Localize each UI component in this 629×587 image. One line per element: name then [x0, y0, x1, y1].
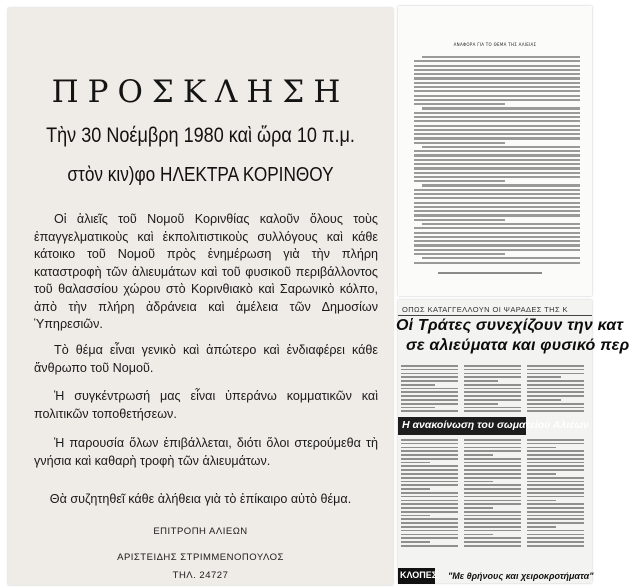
clipping-text-line: [527, 534, 584, 536]
clipping-text-line: [527, 443, 584, 445]
clipping-text-line: [401, 473, 458, 475]
clipping-kicker: ΟΠΩΣ ΚΑΤΑΓΓΕΛΛΟΥΝ ΟΙ ΨΑΡΑΔΕΣ ΤΗΣ Κ: [402, 305, 568, 314]
clipping-text-line: [401, 403, 458, 405]
clipping-text-line: [464, 511, 521, 513]
clipping-text-line: [527, 469, 584, 471]
clipping-text-line: [464, 477, 521, 479]
clipping-text-line: [464, 388, 521, 390]
article-text-line: [414, 210, 580, 212]
clipping-text-line: [527, 477, 584, 479]
article-scan: [398, 6, 592, 296]
clipping-text-line: [527, 515, 584, 517]
article-text-block: [414, 56, 580, 266]
article-text-line: [414, 206, 580, 208]
invitation-poster: [8, 8, 393, 585]
clipping-text-line: [401, 447, 458, 449]
clipping-text-columns: [401, 365, 589, 415]
clipping-text-line: [401, 388, 458, 390]
clipping-body-text: [401, 439, 589, 551]
clipping-text-line: [527, 403, 584, 405]
clipping-text-line: [464, 515, 521, 517]
article-text-line: [414, 116, 580, 118]
clipping-text-line: [464, 488, 521, 490]
clipping-text-line: [401, 515, 430, 517]
article-text-line: [414, 60, 580, 62]
clipping-text-line: [527, 488, 584, 490]
clipping-text-line: [401, 443, 458, 445]
article-text-line: [414, 86, 580, 88]
clipping-subhead: Η ανακοίνωση του σωματείου Αλιέων: [402, 419, 589, 431]
article-text-line: [414, 103, 505, 105]
article-text-line: [422, 257, 580, 259]
clipping-text-line: [527, 481, 584, 483]
clipping-text-line: [527, 545, 584, 547]
clipping-text-line: [464, 380, 498, 382]
clipping-text-line: [527, 503, 584, 505]
clipping-text-line: [527, 511, 584, 513]
clipping-text-line: [464, 537, 521, 539]
clipping-text-line: [464, 376, 521, 378]
clipping-text-line: [464, 447, 521, 449]
clipping-text-line: [401, 391, 458, 393]
clipping-text-line: [401, 395, 458, 397]
clipping-text-line: [527, 395, 584, 397]
clipping-text-line: [464, 496, 521, 498]
clipping-text-line: [527, 369, 584, 371]
clipping-text-line: [401, 496, 458, 498]
clipping-text-line: [527, 365, 584, 367]
clipping-text-line: [527, 458, 584, 460]
article-text-line: [414, 180, 505, 182]
clipping-headline-2: σε αλιεύματα και φυσικό περ: [406, 337, 629, 354]
clipping-text-line: [464, 458, 521, 460]
article-text-line: [414, 159, 580, 161]
poster-paragraph-4: Ἡ παρουσία ὅλων ἐπιβάλλεται, διότι ὅλοι στερούμεθα τὴ γνήσια καὶ καθαρὴ τροφὴ τῶν ἁλιευμάτων.: [34, 436, 378, 468]
clipping-text-line: [401, 537, 458, 539]
clipping-text-line: [401, 500, 458, 502]
article-text-line: [414, 189, 580, 191]
clipping-text-line: [527, 484, 584, 486]
article-text-line: [414, 82, 580, 84]
article-text-line: [414, 95, 580, 97]
clipping-text-line: [401, 518, 458, 520]
clipping-text-line: [527, 399, 561, 401]
clipping-text-line: [527, 526, 556, 528]
clipping-text-line: [401, 376, 458, 378]
clipping-text-line: [464, 403, 498, 405]
clipping-text-line: [464, 469, 521, 471]
clipping-text-line: [464, 526, 521, 528]
clipping-footer-left: ΚΛΟΠΕΣ: [400, 570, 438, 580]
article-text-line: [414, 214, 580, 216]
article-title: ΑΝΑΦΟΡΑ ΓΙΑ ΤΟ ΘΕΜΑ ΤΗΣ ΑΛΙΕΙΑΣ: [453, 42, 537, 47]
article-text-line: [414, 90, 580, 92]
article-text-line: [414, 99, 580, 101]
clipping-column: [401, 365, 458, 414]
clipping-text-line: [401, 407, 435, 409]
article-text-line: [422, 223, 580, 225]
article-text-line: [414, 65, 580, 67]
clipping-text-line: [527, 450, 584, 452]
clipping-text-line: [401, 534, 458, 536]
poster-signatory: ΑΡΙΣΤΕΙΔΗΣ ΣΤΡΙΜΜΕΝΟΠΟΥΛΟΣ: [117, 552, 284, 563]
article-text-line: [414, 150, 580, 152]
clipping-text-line: [401, 541, 430, 543]
article-text-line: [414, 219, 505, 221]
clipping-text-line: [527, 541, 584, 543]
article-text-line: [414, 133, 580, 135]
clipping-text-line: [464, 530, 521, 532]
article-text-line: [414, 142, 505, 144]
clipping-text-line: [401, 522, 458, 524]
clipping-column: [527, 365, 584, 414]
clipping-text-line: [464, 439, 521, 441]
poster-place-line: στὸν κιν)φο ΗΛΕΚΤΡΑ ΚΟΡΙΝΘΟΥ: [67, 164, 334, 186]
clipping-text-line: [527, 500, 556, 502]
clipping-text-line: [527, 473, 556, 475]
clipping-text-line: [527, 518, 584, 520]
clipping-text-line: [464, 391, 521, 393]
clipping-text-line: [527, 492, 584, 494]
article-text-line: [414, 120, 580, 122]
clipping-footer-right: "Με θρήνους και χειροκροτήματα": [448, 571, 594, 581]
clipping-column: [401, 439, 458, 549]
article-text-line: [414, 154, 580, 156]
clipping-text-line: [401, 503, 458, 505]
poster-paragraph-1: Οἱ ἁλιεῖς τοῦ Νομοῦ Κορινθίας καλοῦν ὅλους τοὺς ἐπαγγελματικοὺς καὶ ἐκπολιτιστικοὺς συλλόγους καὶ κάθε κάτοικο τοῦ Νομοῦ πρὸς ἐνημέρωση γιὰ τὴν πλήρη καταστροφὴ τῶν ἁλιευμάτων καὶ τοῦ φυσικοῦ περιβάλλοντος τοῦ θαλασσίου χώρου στὸ Κορινθιακὸ καὶ Σαρωνικὸ κόλπο, ἀπὸ τὴν πλήρη ἀδράνεια καὶ ἀμέλεια τῶν Δημοσίων Ὑπηρεσιῶν.: [34, 212, 378, 331]
clipping-text-line: [464, 522, 521, 524]
clipping-text-line: [464, 443, 521, 445]
article-text-line: [414, 240, 580, 242]
clipping-text-line: [464, 462, 521, 464]
clipping-text-line: [464, 492, 521, 494]
clipping-text-line: [464, 384, 521, 386]
clipping-text-line: [527, 376, 561, 378]
clipping-text-line: [401, 465, 458, 467]
article-text-line: [414, 167, 580, 169]
article-text-line: [414, 227, 580, 229]
clipping-text-line: [464, 454, 493, 456]
article-text-line: [422, 184, 580, 186]
clipping-text-line: [527, 522, 584, 524]
clipping-text-line: [401, 454, 458, 456]
clipping-text-line: [401, 511, 458, 513]
article-text-line: [414, 112, 580, 114]
article-text-line: [414, 163, 580, 165]
clipping-text-line: [527, 537, 584, 539]
clipping-text-line: [401, 439, 458, 441]
clipping-text-line: [527, 496, 584, 498]
clipping-text-line: [527, 454, 584, 456]
clipping-text-line: [464, 410, 521, 412]
clipping-text-line: [464, 484, 521, 486]
clipping-text-line: [464, 450, 521, 452]
clipping-text-line: [464, 395, 521, 397]
clipping-text-line: [464, 518, 521, 520]
clipping-text-line: [401, 481, 458, 483]
clipping-column: [464, 439, 521, 549]
clipping-text-line: [401, 373, 458, 375]
clipping-text-line: [527, 462, 584, 464]
clipping-text-line: [464, 399, 521, 401]
clipping-text-line: [527, 530, 584, 532]
article-text-line: [414, 197, 580, 199]
article-text-line: [414, 129, 580, 131]
article-text-line: [414, 77, 580, 79]
clipping-text-line: [401, 507, 458, 509]
clipping-text-line: [401, 384, 435, 386]
clipping-column: [527, 439, 584, 549]
poster-closing: Θὰ συζητηθεῖ κάθε ἀλήθεια γιὰ τὸ ἐπίκαιρο αὐτὸ θέμα.: [49, 492, 352, 506]
clipping-text-line: [464, 465, 521, 467]
clipping-text-line: [401, 469, 458, 471]
poster-paragraph-3: Ἡ συγκέντρωσή μας εἶναι ὑπεράνω κομματικῶν καὶ πολιτικῶν τοποθετήσεων.: [34, 389, 378, 421]
clipping-text-line: [464, 503, 521, 505]
poster-title: ΠΡΟΣΚΛΗΣΗ: [51, 74, 350, 110]
clipping-text-line: [527, 439, 584, 441]
article-text-line: [414, 176, 580, 178]
clipping-text-line: [464, 373, 521, 375]
clipping-text-line: [464, 473, 521, 475]
clipping-text-line: [464, 481, 493, 483]
clipping-text-line: [464, 545, 521, 547]
clipping-text-line: [401, 545, 458, 547]
clipping-text-line: [464, 534, 493, 536]
clipping-text-line: [401, 488, 430, 490]
clipping-text-line: [527, 447, 556, 449]
article-text-line: [414, 236, 580, 238]
article-text-line: [414, 244, 580, 246]
article-text-line: [414, 193, 580, 195]
clipping-text-line: [527, 410, 584, 412]
clipping-text-line: [401, 458, 458, 460]
article-text-line: [414, 172, 580, 174]
clipping-text-line: [401, 369, 458, 371]
clipping-text-line: [464, 365, 521, 367]
clipping-rule: [398, 315, 592, 316]
poster-date-line: Τὴν 30 Νοέμβρη 1980 καὶ ὥρα 10 π.μ.: [46, 124, 355, 147]
article-text-line: [414, 232, 580, 234]
clipping-text-line: [527, 465, 584, 467]
article-text-line: [414, 137, 580, 139]
article-text-line: [414, 262, 580, 264]
clipping-text-line: [401, 365, 458, 367]
clipping-text-line: [401, 526, 458, 528]
clipping-column: [464, 365, 521, 414]
clipping-text-line: [527, 384, 584, 386]
article-text-line: [414, 73, 580, 75]
article-text-line: [422, 146, 580, 148]
clipping-text-line: [401, 484, 458, 486]
clipping-text-line: [464, 507, 493, 509]
article-text-line: [422, 56, 580, 58]
clipping-text-line: [401, 410, 458, 412]
clipping-text-line: [464, 369, 521, 371]
clipping-text-line: [464, 500, 521, 502]
clipping-text-line: [527, 373, 584, 375]
clipping-text-line: [401, 477, 458, 479]
clipping-text-line: [401, 380, 458, 382]
clipping-text-line: [527, 507, 584, 509]
article-text-line: [414, 253, 505, 255]
poster-committee: ΕΠΙΤΡΟΠΗ ΑΛΙΕΩΝ: [153, 526, 248, 537]
clipping-text-line: [464, 407, 521, 409]
clipping-text-line: [527, 407, 584, 409]
article-text-line: [414, 249, 580, 251]
clipping-text-line: [401, 492, 458, 494]
newspaper-clipping: [396, 300, 629, 583]
article-text-line: [414, 202, 580, 204]
clipping-text-line: [401, 530, 458, 532]
article-text-line: [414, 69, 580, 71]
article-text-line: [422, 107, 580, 109]
poster-paragraph-2: Τὸ θέμα εἶναι γενικὸ καὶ ἀπώτερο καὶ ἐνδιαφέρει κάθε ἄνθρωπο τοῦ Νομοῦ.: [34, 343, 378, 375]
clipping-headline-1: Οἱ Τράτες συνεχίζουν την κατ: [396, 317, 624, 334]
clipping-text-line: [527, 380, 584, 382]
clipping-text-line: [527, 391, 584, 393]
clipping-text-line: [464, 541, 521, 543]
clipping-text-line: [401, 462, 430, 464]
clipping-text-line: [401, 399, 458, 401]
clipping-text-line: [401, 450, 458, 452]
article-text-line: [414, 125, 580, 127]
article-signature-line: [438, 272, 542, 274]
clipping-text-line: [527, 388, 584, 390]
poster-phone: ΤΗΛ. 24727: [172, 570, 229, 581]
